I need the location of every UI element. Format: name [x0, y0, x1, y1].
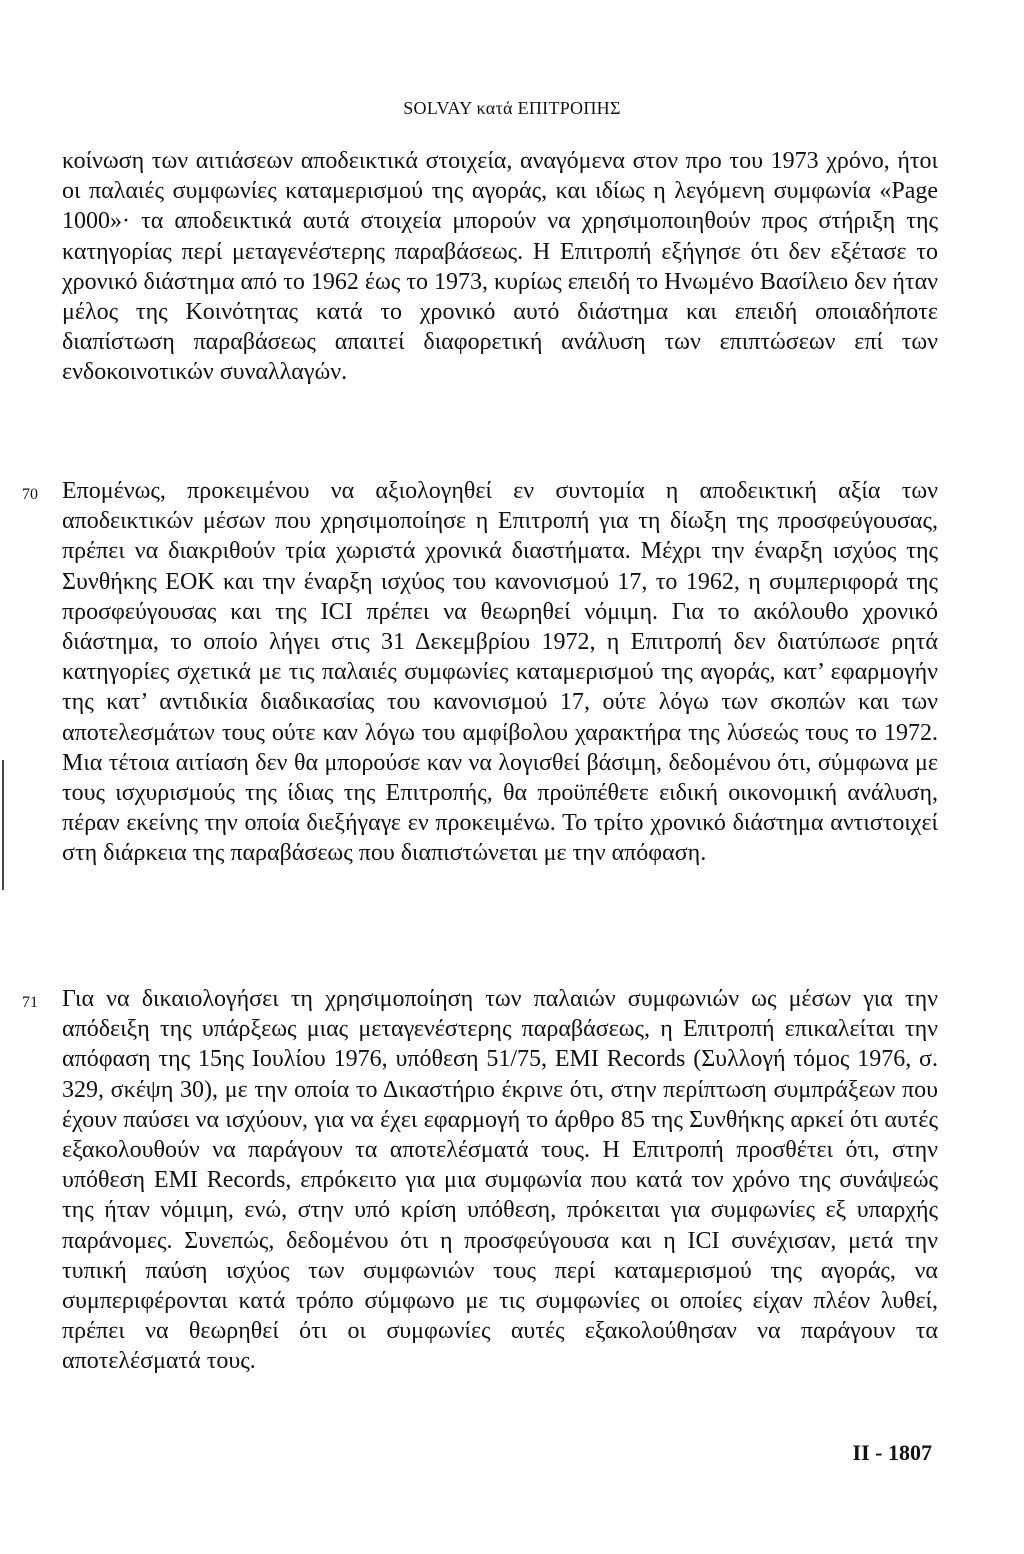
- paragraph-71: Για να δικαιολογήσει τη χρησιμοποίηση των παλαιών συμφωνιών ως μέσων για την απόδειξη της υπάρξεως μιας μεταγενέστερης παραβάσεως, η Επιτροπή επικαλείται την απόφαση της 15ης Ιουλίου 1976, υπόθεση 51/75, EMI Records (Συλλογή τόμος 1976, σ. 329, σκέψη 30), με την οποία το Δικαστήριο έκρινε ότι, στην περίπτωση συμπράξεων που έχουν παύσει να ισχύουν, για να έχει εφαρμογή το άρθρο 85 της Συνθήκης αρκεί ότι αυτές εξακολουθούν να παράγουν τα αποτελέσματά τους. Η Επιτροπή προσθέτει ότι, στην υπόθεση EMI Records, επρόκειτο για μια συμφωνία που κατά τον χρόνο της συνάψεώς της ήταν νόμιμη, ενώ, στην υπό κρίση υπόθεση, πρόκειται για συμφωνίες εξ υπαρχής παράνομες. Συνεπώς, δεδομένου ότι η προσφεύγουσα και η ICI συνέχισαν, μετά την τυπική παύση ισχύος των συμφωνιών τους περί καταμερισμού της αγοράς, να συμπεριφέρονται κατά τρόπο σύμφωνο με τις συμφωνίες οι οποίες είχαν πλέον λυθεί, πρέπει να θεωρηθεί ότι οι συμφωνίες αυτές εξακολούθησαν να παράγουν τα αποτελέσματά τους.: [62, 986, 938, 1375]
- page-number: II - 1807: [852, 1440, 932, 1465]
- margin-revision-bar: [2, 760, 4, 890]
- paragraph-70: Επομένως, προκειμένου να αξιολογηθεί εν συντομία η αποδεικτική αξία των αποδεικτικών μέσων που χρησιμοποίησε η Επιτροπή για τη δίωξη της προσφεύγουσας, πρέπει να διακριθούν τρία χωριστά χρονικά διαστήματα. Μέχρι την έναρξη ισχύος της Συνθήκης ΕΟΚ και την έναρξη ισχύος του κανονισμού 17, το 1962, η συμπεριφορά της προσφεύγουσας και της ICI πρέπει να θεωρηθεί νόμιμη. Για το ακόλουθο χρονικό διάστημα, το οποίο λήγει στις 31 Δεκεμβρίου 1972, η Επιτροπή δεν διατύπωσε ρητά κατηγορίες σχετικά με τις παλαιές συμφωνίες καταμερισμού της αγοράς, κατ’ εφαρμογήν της κατ’ αντιδικία διαδικασίας του κανονισμού 17, ούτε λόγω των σκοπών και των αποτελεσμάτων τους ούτε καν λόγω του αμφίβολου χαρακτήρα της λύσεώς τους το 1972. Μια τέτοια αιτίαση δεν θα μπορούσε καν να λογισθεί βάσιμη, δεδομένου ότι, σύμφωνα με τους ισχυρισμούς της ίδιας της Επιτροπής, θα προϋπέθετε ειδική οικονομική ανάλυση, πέραν εκείνης την οποία διεξήγαγε εν προκειμένω. Το τρίτο χρονικό διάστημα αντιστοιχεί στη διάρκεια της παραβάσεως που διαπιστώνεται με την απόφαση.: [62, 478, 938, 867]
- paragraph-number-70: 70: [22, 486, 38, 503]
- running-header: SOLVAY κατά ΕΠΙΤΡΟΠΗΣ: [403, 98, 621, 118]
- paragraph-number-71: 71: [22, 994, 38, 1011]
- paragraph-continuation: κοίνωση των αιτιάσεων αποδεικτικά στοιχεία, αναγόμενα στον προ του 1973 χρόνο, ήτοι οι παλαιές συμφωνίες καταμερισμού της αγοράς, και ιδίως η λεγόμενη συμφωνία «Page 1000»· τα αποδεικτικά αυτά στοιχεία μπορούν να χρησιμοποιηθούν προς στήριξη της κατηγορίας περί μεταγενέστερης παραβάσεως. Η Επιτροπή εξήγησε ότι δεν εξέτασε το χρονικό διάστημα από το 1962 έως το 1973, κυρίως επειδή το Ηνωμένο Βασίλειο δεν ήταν μέλος της Κοινότητας κατά το χρονικό αυτό διάστημα και επειδή οποιαδήποτε διαπίστωση παραβάσεως απαιτεί διαφορετική ανάλυση των επιπτώσεων επί των ενδοκοινοτικών συναλλαγών.: [62, 148, 938, 386]
